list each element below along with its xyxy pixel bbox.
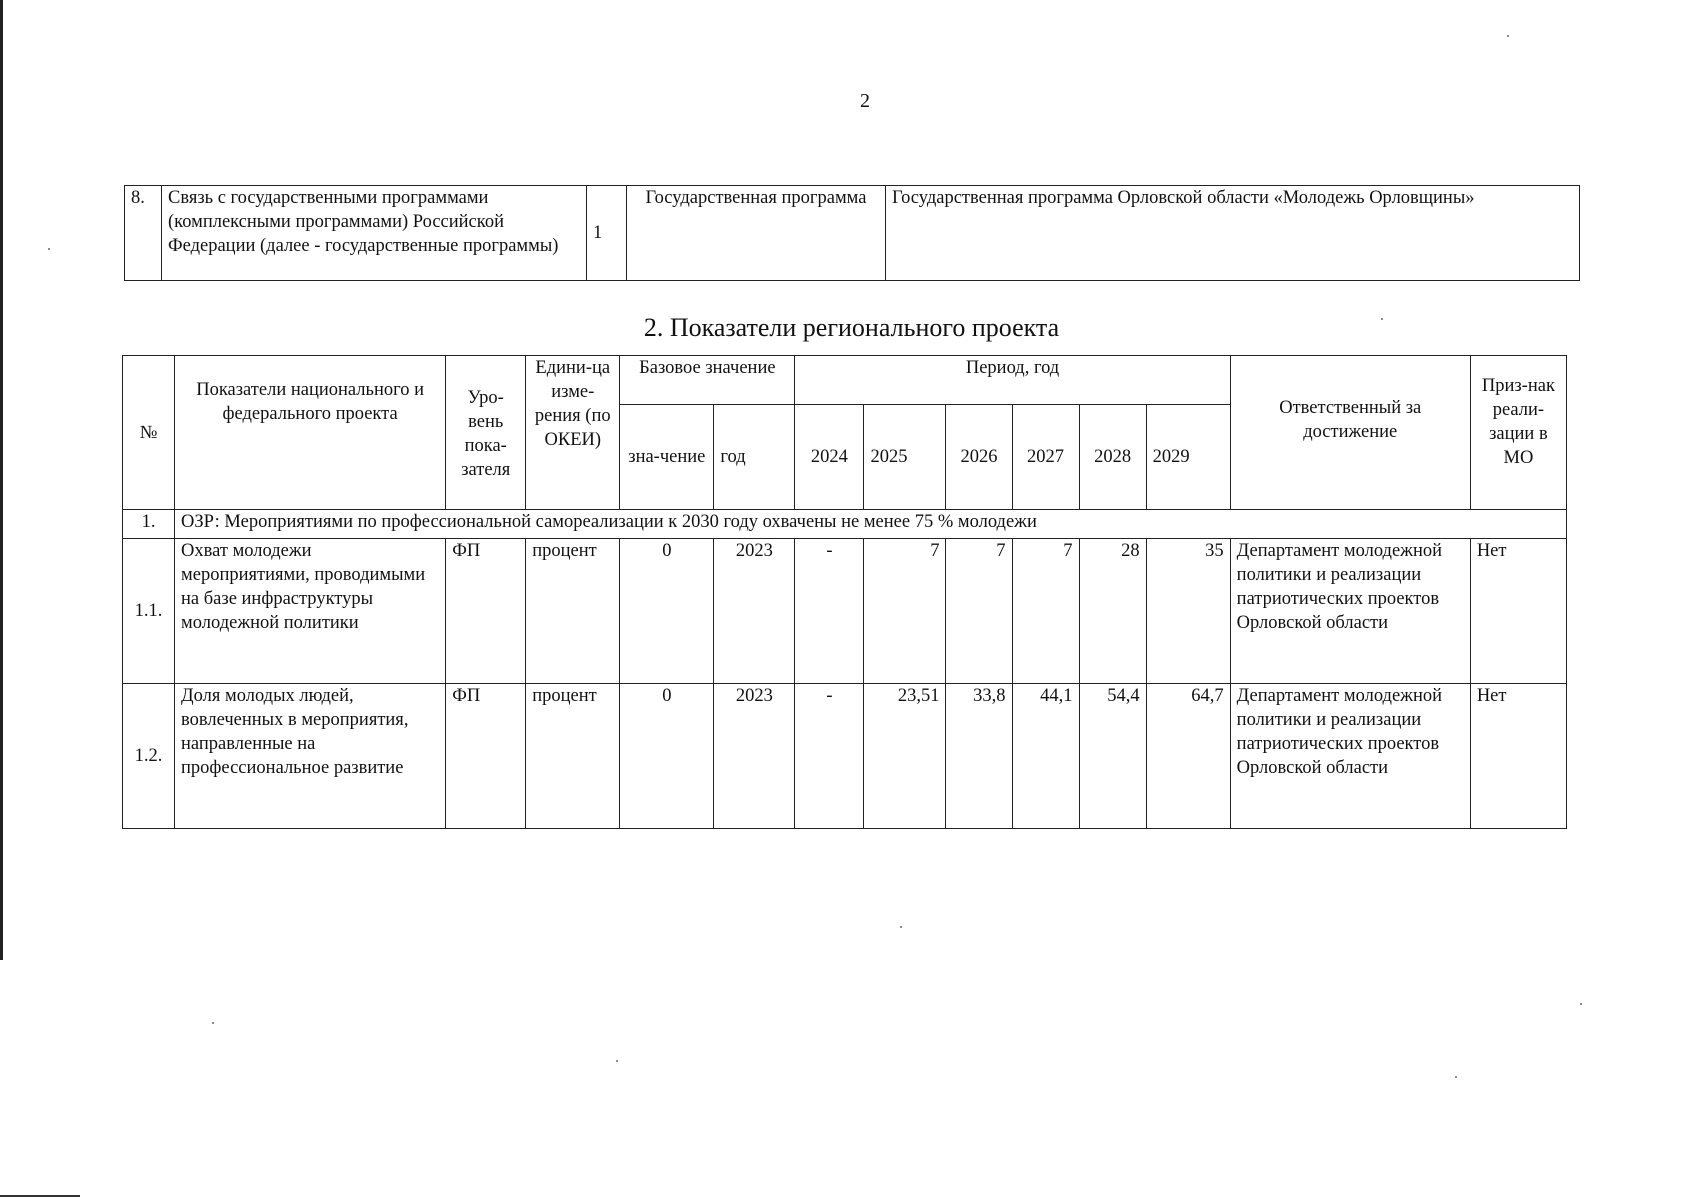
row-year-2024: - (795, 684, 864, 829)
row-year-2025: 23,51 (864, 684, 946, 829)
header-responsible: Ответственный за достижение (1230, 356, 1470, 510)
scan-speck (616, 1060, 618, 1062)
row-base-year: 2023 (714, 684, 795, 829)
scan-speck (1507, 35, 1509, 37)
row-num: 1.2. (123, 684, 175, 829)
section-value: Государственная программа Орловской области «Молодежь Орловщины» (886, 186, 1580, 281)
row-year-2027: 44,1 (1012, 684, 1079, 829)
row-year-2024: - (795, 539, 864, 684)
header-year-2025: 2025 (864, 405, 946, 510)
row-responsible: Департамент молодежной политики и реализации патриотических проектов Орловской области (1230, 539, 1470, 684)
row-unit: процент (526, 539, 620, 684)
section-number: 8. (125, 186, 162, 281)
row-name: Доля молодых людей, вовлеченных в мероприятия, направленные на профессиональное развитие (175, 684, 446, 829)
row-base-year: 2023 (714, 539, 795, 684)
section-title: 2. Показатели регионального проекта (643, 313, 1060, 342)
row-name: Охват молодежи мероприятиями, проводимыми на базе инфраструктуры молодежной политики (175, 539, 446, 684)
row-unit: процент (526, 684, 620, 829)
row-year-2029: 35 (1146, 539, 1230, 684)
header-base-year: год (714, 405, 795, 510)
scan-speck (1381, 318, 1383, 320)
header-level: Уро-вень пока-зателя (446, 356, 526, 510)
row-year-2028: 54,4 (1079, 684, 1146, 829)
row-year-2025: 7 (864, 539, 946, 684)
goal-num: 1. (123, 510, 175, 539)
table-row (123, 684, 1567, 829)
program-links-row (125, 186, 1580, 281)
indicators-table (122, 355, 1567, 829)
header-period: Период, год (795, 356, 1230, 405)
header-unit: Едини-ца изме-рения (по ОКЕИ) (526, 356, 620, 510)
row-year-2026: 33,8 (946, 684, 1012, 829)
row-year-2026: 7 (946, 539, 1012, 684)
section-index: 1 (587, 186, 627, 281)
header-year-2026: 2026 (946, 405, 1012, 510)
section-type: Государственная программа (627, 186, 886, 281)
header-year-2029: 2029 (1146, 405, 1230, 510)
scan-speck (1580, 1003, 1582, 1005)
row-year-2027: 7 (1012, 539, 1079, 684)
header-row-1 (123, 356, 1567, 405)
section-label: Связь с государственными программами (комплексными программами) Российской Федерации (далее - государственные программы) (162, 186, 587, 281)
table-row (123, 539, 1567, 684)
row-base-value: 0 (620, 539, 714, 684)
header-base: Базовое значение (620, 356, 795, 405)
header-year-2027: 2027 (1012, 405, 1079, 510)
row-base-value: 0 (620, 684, 714, 829)
header-num: № (123, 356, 175, 510)
header-name: Показатели национального и федерального проекта (175, 356, 446, 510)
row-level: ФП (446, 539, 526, 684)
header-base-value: зна-чение (620, 405, 714, 510)
scan-bottom-line (0, 1195, 80, 1197)
goal-row (123, 510, 1567, 539)
program-links-table (124, 185, 1580, 281)
scan-speck (900, 926, 902, 928)
row-year-2028: 28 (1079, 539, 1146, 684)
row-num: 1.1. (123, 539, 175, 684)
scan-speck (1455, 1076, 1457, 1078)
row-level: ФП (446, 684, 526, 829)
header-year-2024: 2024 (795, 405, 864, 510)
goal-text: ОЗР: Мероприятиями по профессиональной самореализации к 2030 году охвачены не менее 75 % молодежи (175, 510, 1567, 539)
page-number: 2 (860, 90, 870, 112)
scan-speck (48, 248, 50, 250)
row-mo-flag: Нет (1470, 539, 1566, 684)
row-mo-flag: Нет (1470, 684, 1566, 829)
row-responsible: Департамент молодежной политики и реализации патриотических проектов Орловской области (1230, 684, 1470, 829)
header-mo-flag: Приз-нак реали-зации в МО (1470, 356, 1566, 510)
scan-edge-line (0, 0, 3, 960)
header-year-2028: 2028 (1079, 405, 1146, 510)
row-year-2029: 64,7 (1146, 684, 1230, 829)
scan-speck (212, 1022, 214, 1024)
